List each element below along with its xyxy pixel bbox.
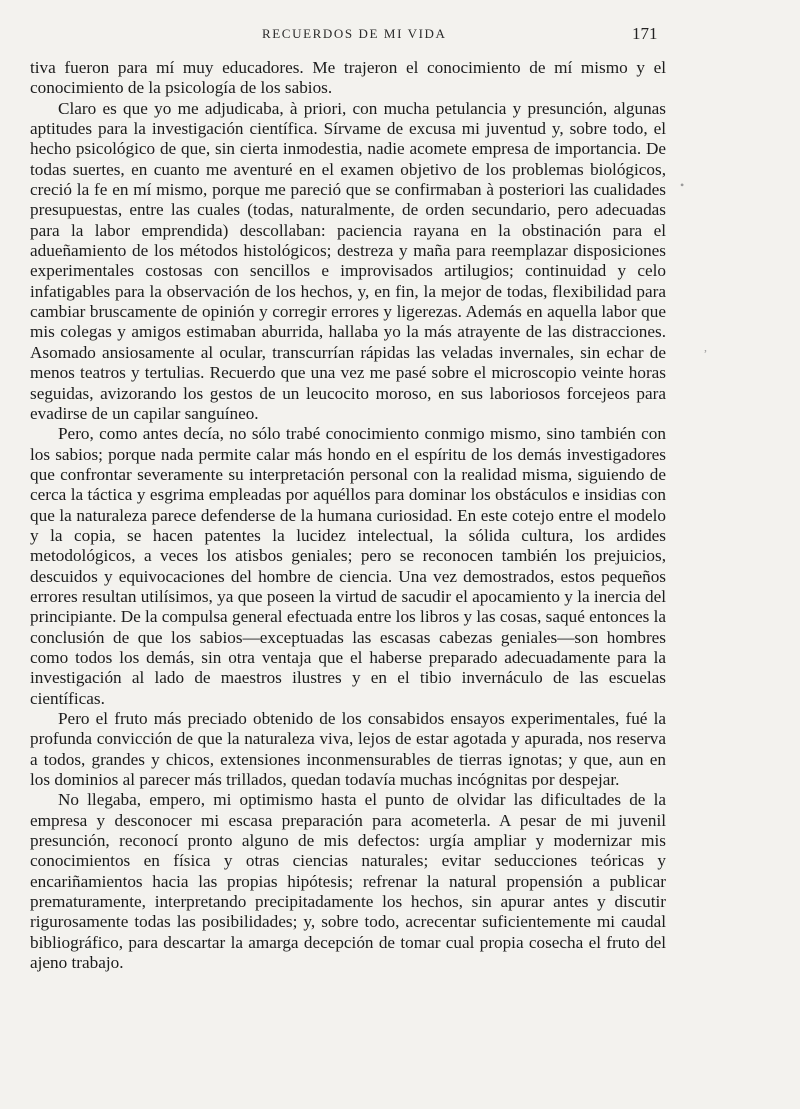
paragraph-continuation: tiva fueron para mí muy educadores. Me trajeron el conocimiento de mí mismo y el conocimiento de la psicología de los sabios. — [30, 58, 666, 98]
body-text — [30, 58, 666, 973]
running-header — [0, 22, 800, 46]
paragraph-fruto: Pero el fruto más preciado obtenido de los consabidos ensayos experimentales, fué la profunda convicción de que la naturaleza viva, lejos de estar agotada y apurada, nos reserva a todos, grandes y chicos, extensiones inconmensurables de tierras ignotas; y que, aun en los dominios al parecer más trillados, quedan todavía muchas incógnitas por despejar. — [30, 709, 666, 790]
running-title: RECUERDOS DE MI VIDA — [262, 26, 447, 41]
page-number: 171 — [632, 24, 658, 43]
margin-speck: , — [704, 340, 707, 354]
margin-speck: • — [680, 178, 685, 192]
paragraph-aptitudes: Claro es que yo me adjudicaba, à priori, con mucha petulancia y presunción, algunas aptitudes para la investigación científica. Sírvame de excusa mi juventud y, sobre todo, el hecho psicológico de que, sin cierta inmodestia, nadie acomete empresa de importancia. De todas suertes, en cuanto me aventuré en el examen objetivo de los problemas biológicos, creció la fe en mí mismo, porque me pareció que se confirmaban à posteriori las cualidades presupuestas, entre las cuales (todas, naturalmente, de orden secundario, pero adecuadas para la labor emprendida) descollaban: paciencia rayana en la obstinación para el adueñamiento de los métodos histológicos; destreza y maña para reemplazar disposiciones experimentales costosas con sencillos e improvisados artilugios; continuidad y celo infatigables para la observación de los hechos, y, en fin, la mejor de todas, flexibilidad para cambiar bruscamente de opinión y corregir errores y ligerezas. Además en aquella labor que mis colegas y amigos estimaban aburrida, hallaba yo la más atrayente de las distracciones. Asomado ansiosamente al ocular, transcurrían rápidas las veladas invernales, sin echar de menos teatros y tertulias. Recuerdo que una vez me pasé sobre el microscopio veinte horas seguidas, avizorando los gestos de un leucocito moroso, en sus laboriosos forcejeos para evadirse de un capilar sanguíneo. — [30, 98, 666, 423]
paragraph-optimismo: No llegaba, empero, mi optimismo hasta el punto de olvidar las dificultades de la empresa y desconocer mi escasa preparación para acometerla. A pesar de mi juvenil presunción, reconocí pronto alguno de mis defectos: urgía ampliar y modernizar mis conocimientos en física y otras ciencias naturales; evitar seducciones teóricas y encariñamientos hacia las propias hipótesis; refrenar la natural propensión a publicar prematuramente, interpretando precipitadamente los hechos, sin apurar antes y discutir rigurosamente todas las posibilidades; y, sobre todo, acrecentar suficientemente mi caudal bibliográfico, para descartar la amarga decepción de tomar cual propia cosecha el fruto del ajeno trabajo. — [30, 790, 666, 973]
paragraph-sabios: Pero, como antes decía, no sólo trabé conocimiento conmigo mismo, sino también con los sabios; porque nada permite calar más hondo en el espíritu de los demás investigadores que confrontar severamente su interpretación personal con la realidad misma, siguiendo de cerca la táctica y esgrima empleadas por aquéllos para dominar los obstáculos e insidias con que la naturaleza parece defenderse de la humana curiosidad. En este cotejo entre el modelo y la copia, se hacen patentes la lucidez intelectual, la sólida cultura, los ardides metodológicos, a veces los atisbos geniales; pero se reconocen también los prejuicios, descuidos y equivocaciones del hombre de ciencia. Una vez demostrados, estos pequeños errores resultan utilísimos, ya que poseen la virtud de sacudir el apocamiento y la inercia del principiante. De la compulsa general efectuada entre los libros y las cosas, saqué entonces la conclusión de que los sabios—exceptuadas las escasas cabezas geniales—son hombres como todos los demás, sin otra ventaja que el haberse preparado adecuadamente para la investigación al lado de maestros ilustres y en el tibio invernáculo de las escuelas científicas. — [30, 424, 666, 708]
